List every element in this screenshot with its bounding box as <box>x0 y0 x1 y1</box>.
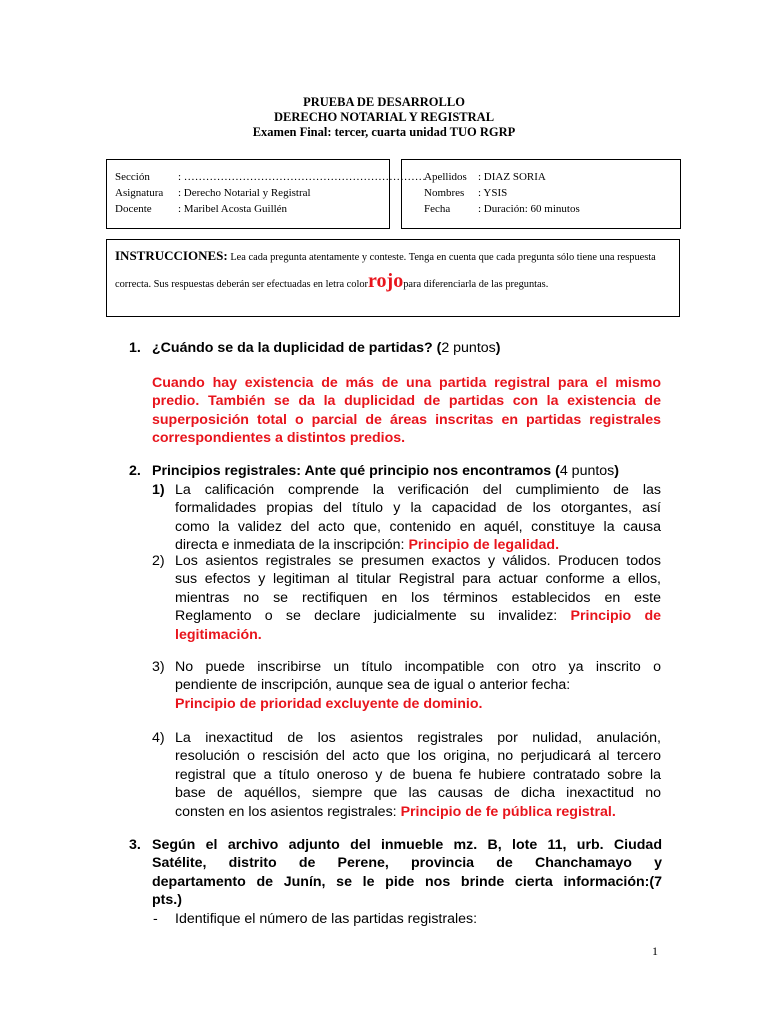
item-number: 1) <box>152 482 165 498</box>
info-box-right <box>401 159 681 229</box>
item-number: 2) <box>152 553 165 569</box>
info-label: Fecha <box>424 203 451 215</box>
question-number: 2. <box>129 463 141 479</box>
instructions-line2 <box>115 270 548 293</box>
question-text: Principios registrales: Ante qué principio nos encontramos ( <box>152 463 560 479</box>
answer-line: predio. También se da la duplicidad de partidas con la existencia de <box>152 393 661 410</box>
instructions-text: Lea cada pregunta atentamente y conteste. Tenga en cuenta que cada pregunta sólo tiene una respuesta <box>230 252 656 263</box>
instructions-text: para diferenciarla de las preguntas. <box>403 279 549 290</box>
instructions-label: INSTRUCCIONES: <box>115 248 228 263</box>
info-value: : DIAZ SORIA <box>478 171 546 183</box>
instructions-red-word: rojo <box>368 270 404 292</box>
info-label: Asignatura <box>115 187 164 199</box>
question-points: 4 puntos <box>559 463 615 479</box>
answer-text: Principio de prioridad excluyente de dominio. <box>175 695 483 712</box>
answer-line: Cuando hay existencia de más de una partida registral para el mismo <box>152 375 661 391</box>
info-label: Docente <box>115 203 152 215</box>
info-box-left <box>106 159 426 229</box>
exam-title: PRUEBA DE DESARROLLO <box>303 95 465 109</box>
info-label: Nombres <box>424 187 465 199</box>
answer-text: Principio de legalidad. <box>408 537 560 554</box>
info-value: : YSIS <box>478 187 508 199</box>
bullet-dash: - <box>153 911 158 927</box>
info-label: Sección <box>115 171 150 183</box>
question-text: ¿Cuándo se da la duplicidad de partidas? ( <box>152 340 442 356</box>
question-2: Principios registrales: Ante qué principio nos encontramos (4 puntos) <box>152 463 620 479</box>
question-1: ¿Cuándo se da la duplicidad de partidas? (2 puntos) <box>152 340 501 356</box>
item-2: Los asientos registrales se presumen exactos y válidos. Producen todos sus efectos y legitiman al titular Registral para actuar conforme a ellos, mientras no se rectifiquen en los términos establecidos en este Reglamento o se declare judicialmente su invalidez: Principio de legitimación. <box>175 553 662 643</box>
info-value: : Maribel Acosta Guillén <box>178 203 288 215</box>
bullet-text: Identifique el número de las partidas registrales: <box>175 911 478 927</box>
instructions-line1 <box>115 248 656 264</box>
item-number: 4) <box>152 730 165 746</box>
instructions-box <box>106 239 680 317</box>
answer-1 <box>152 374 661 448</box>
course-title: DERECHO NOTARIAL Y REGISTRAL <box>273 110 495 124</box>
info-value: : Duración: 60 minutos <box>478 203 580 215</box>
answer-text: Principio de <box>570 608 662 625</box>
question-number: 1. <box>129 340 141 356</box>
info-value: : Derecho Notarial y Registral <box>178 187 311 199</box>
answer-line: correspondientes a distintos predios. <box>152 430 406 447</box>
question-number: 3. <box>129 837 141 853</box>
exam-subtitle: Examen Final: tercer, cuarta unidad TUO RGRP <box>252 125 516 139</box>
page-number: 1 <box>652 944 658 958</box>
question-points: 2 puntos <box>441 340 496 356</box>
item-number: 3) <box>152 659 165 675</box>
answer-line: superposición total o parcial de áreas inscritas en partidas registrales <box>152 411 661 428</box>
instructions-text: correcta. Sus respuestas deberán ser efectuadas en letra color <box>115 279 369 290</box>
item-4: La inexactitud de los asientos registrales por nulidad, anulación, resolución o rescisión del acto que los origina, no perjudicará al tercero registral que a título oneroso y de buena fe hubiere contratado sobre la base de aquéllos, siempre que las causas de dicha inexactitud no consten en los asientos registrales: Principio de fe pública registral. <box>175 730 661 820</box>
item-1: La calificación comprende la verificación del cumplimiento de las formalidades propias del título y la capacidad de los otorgantes, así como la validez del acto que, contenido en aquél, constituye la causa directa e inmediata de la inscripción: Principio de legalidad. <box>175 482 661 554</box>
answer-text: legitimación. <box>175 626 262 643</box>
question-3: Según el archivo adjunto del inmueble mz. B, lote 11, urb. Ciudad Satélite, distrito de Perene, provincia de Chanchamayo y departamento de Junín, se le pide nos brinde cierta información:(7 pts.) <box>152 837 662 909</box>
info-label: Apellidos <box>424 171 467 183</box>
info-value: : ………………………………………………………… <box>178 171 426 183</box>
item-3: No puede inscribirse un título incompatible con otro ya inscrito o pendiente de inscripción, aunque sea de igual o anterior fecha: Principio de prioridad excluyente de dominio. <box>175 659 661 712</box>
answer-text: Principio de fe pública registral <box>400 803 612 820</box>
